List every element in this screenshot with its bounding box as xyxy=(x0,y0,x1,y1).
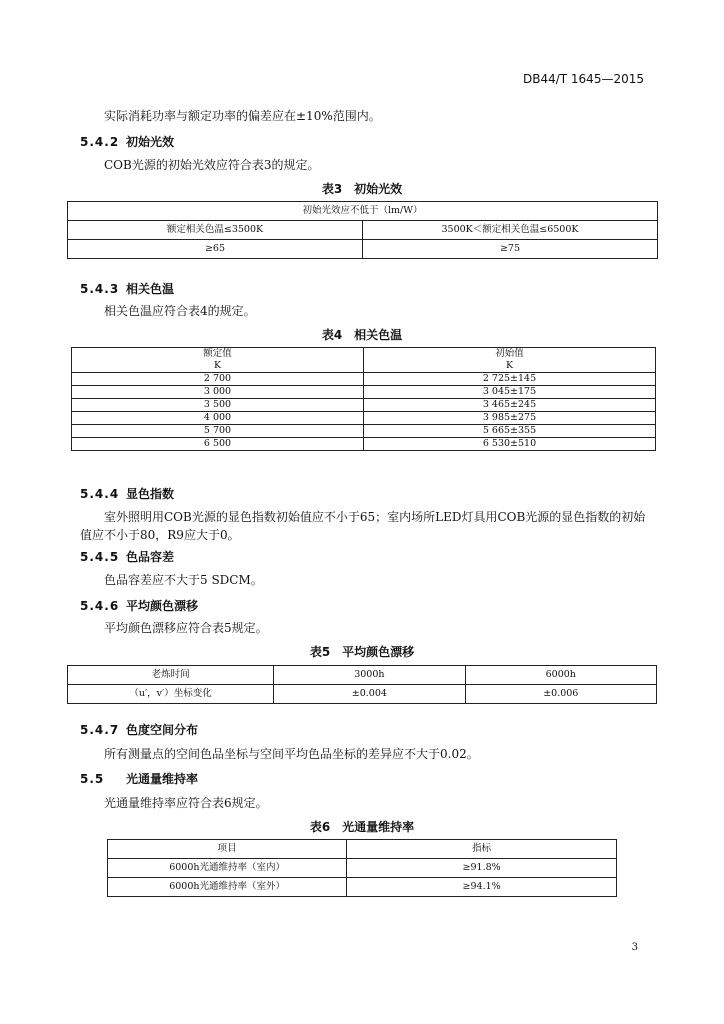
table-cell: 3 465±245 xyxy=(364,399,656,412)
table6-header-index: 指标 xyxy=(347,840,617,859)
table-cell: 3 045±175 xyxy=(364,386,656,399)
section-title: 显色指数 xyxy=(126,487,175,501)
table-row xyxy=(72,412,656,425)
section-heading-545 xyxy=(80,548,174,565)
table-row xyxy=(72,399,656,412)
section-title: 色品容差 xyxy=(126,550,175,564)
table-cell: 5 665±355 xyxy=(364,425,656,438)
section-body-55: 光通量维持率应符合表6规定。 xyxy=(104,796,268,810)
table-row xyxy=(72,373,656,386)
section-body-545: 色品容差应不大于5 SDCM。 xyxy=(104,573,263,587)
section-heading-55 xyxy=(80,770,198,787)
table4-caption: 表4 相关色温 xyxy=(321,328,403,342)
table4-header-initial-label: 初始值 xyxy=(495,348,524,359)
document-id: DB44/T 1645—2015 xyxy=(522,72,644,86)
table-row xyxy=(108,878,617,897)
table-cell: 6 530±510 xyxy=(364,438,656,451)
table3-caption: 表3 初始光效 xyxy=(321,182,403,196)
table4-header-rated-label: 额定值 xyxy=(203,348,232,359)
table-cell: 3 500 xyxy=(72,399,364,412)
table-cell: 6000h光通维持率（室外） xyxy=(108,878,347,897)
section-body-542: COB光源的初始光效应符合表3的规定。 xyxy=(104,158,320,172)
table-row xyxy=(72,425,656,438)
table4-header-initial xyxy=(364,348,656,373)
section-body-544-line2: 值应不小于80，R9应大于0。 xyxy=(80,528,240,542)
table-cell: 4 000 xyxy=(72,412,364,425)
table6 xyxy=(107,839,617,897)
section-number: 5.4.4 xyxy=(80,487,120,501)
table-cell: 6000h光通维持率（室内） xyxy=(108,859,347,878)
table-cell: ≥91.8% xyxy=(347,859,617,878)
table5-header-3000h: 3000h xyxy=(274,666,465,685)
table4 xyxy=(71,347,656,451)
section-body-546: 平均颜色漂移应符合表5规定。 xyxy=(104,621,268,635)
section-number: 5.4.3 xyxy=(80,282,120,296)
table4-header-rated xyxy=(72,348,364,373)
section-title: 初始光效 xyxy=(126,135,175,149)
table-cell: 3 000 xyxy=(72,386,364,399)
section-heading-542 xyxy=(80,133,174,150)
table-cell: 6 500 xyxy=(72,438,364,451)
table-cell: ≥94.1% xyxy=(347,878,617,897)
section-number: 5.4.5 xyxy=(80,550,120,564)
section-number: 5.4.7 xyxy=(80,723,120,737)
section-number: 5.4.2 xyxy=(80,135,120,149)
table5-value-6000h: ±0.006 xyxy=(465,685,656,704)
table5-value-3000h: ±0.004 xyxy=(274,685,465,704)
section-title: 光通量维持率 xyxy=(126,772,199,786)
table3-value-1: ≥65 xyxy=(68,240,363,259)
section-heading-547 xyxy=(80,721,198,738)
table3-col-2: 3500K＜额定相关色温≤6500K xyxy=(363,221,658,240)
table-row xyxy=(108,859,617,878)
section-heading-543 xyxy=(80,280,174,297)
table5-header-aging: 老炼时间 xyxy=(68,666,274,685)
section-body-547: 所有测量点的空间色品坐标与空间平均色品坐标的差异应不大于0.02。 xyxy=(104,747,479,761)
table3 xyxy=(67,201,658,259)
page-number: 3 xyxy=(631,942,638,953)
section-title: 相关色温 xyxy=(126,282,175,296)
table5-header-6000h: 6000h xyxy=(465,666,656,685)
table5-caption: 表5 平均颜色漂移 xyxy=(309,645,415,659)
section-body-544-line1: 室外照明用COB光源的显色指数初始值应不小于65；室内场所LED灯具用COB光源的显色指数的初始 xyxy=(104,510,646,524)
table4-header-initial-unit: K xyxy=(505,360,514,371)
section-number: 5.5 xyxy=(80,772,105,786)
table6-caption: 表6 光通量维持率 xyxy=(309,820,415,834)
section-title: 色度空间分布 xyxy=(126,723,199,737)
table-row xyxy=(72,438,656,451)
table-cell: 5 700 xyxy=(72,425,364,438)
table-cell: 2 725±145 xyxy=(364,373,656,386)
section-number: 5.4.6 xyxy=(80,599,120,613)
section-heading-546 xyxy=(80,597,198,614)
table4-header-rated-unit: K xyxy=(213,360,222,371)
table-cell: 3 985±275 xyxy=(364,412,656,425)
table5-row-label: （u′，v′）坐标变化 xyxy=(68,685,274,704)
section-heading-544 xyxy=(80,485,174,502)
table6-header-item: 项目 xyxy=(108,840,347,859)
table3-col-1: 额定相关色温≤3500K xyxy=(68,221,363,240)
table-cell: 2 700 xyxy=(72,373,364,386)
table-row xyxy=(72,386,656,399)
table5 xyxy=(67,665,657,704)
section-title: 平均颜色漂移 xyxy=(126,599,199,613)
intro-paragraph: 实际消耗功率与额定功率的偏差应在±10%范围内。 xyxy=(104,109,381,123)
section-body-543: 相关色温应符合表4的规定。 xyxy=(104,304,256,318)
table3-value-2: ≥75 xyxy=(363,240,658,259)
table3-header: 初始光效应不低于（lm/W） xyxy=(68,202,658,221)
